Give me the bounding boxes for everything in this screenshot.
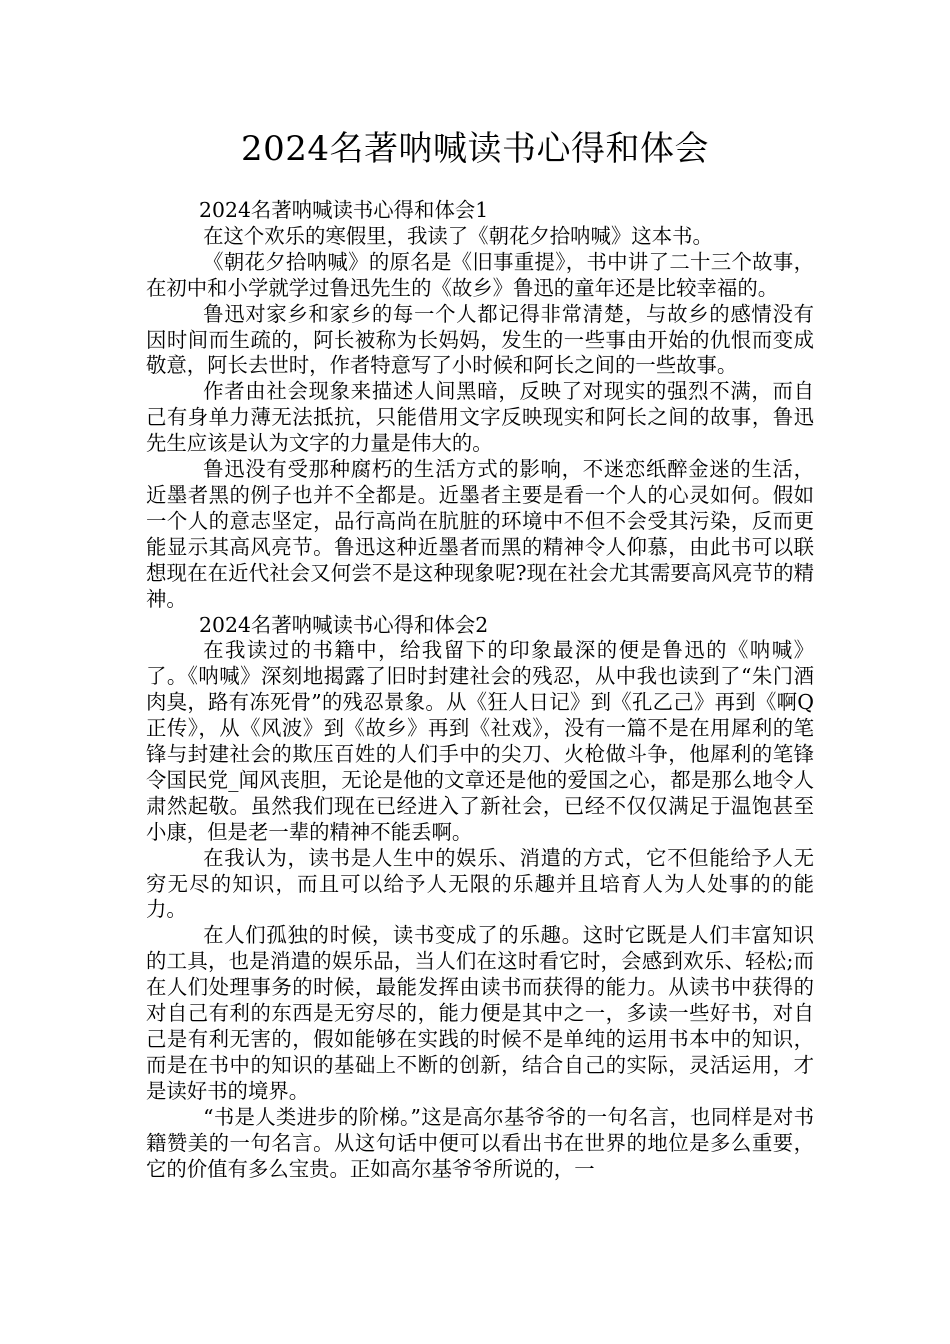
- section-heading-1: 2024名著呐喊读书心得和体会1: [199, 198, 489, 222]
- paragraph: 在我读过的书籍中，给我留下的印象最深的便是鲁迅的《呐喊》了。《呐喊》深刻地揭露了旧时封建社会的残忍，从中我也读到了“朱门酒肉臭，路有冻死骨”的残忍景象。从《狂人日记》到《孔乙己》再到《啊Q正传》，从《风波》到《故乡》再到《社戏》，没有一篇不是在用犀利的笔锋与封建社会的欺压百姓的人们手中的尖刀、火枪做斗争，他犀利的笔锋令国民党_闻风丧胆，无论是他的文章还是他的爱国之心，都是那么地令人肃然起敬。虽然我们现在已经进入了新社会，已经不仅仅满足于温饱甚至小康，但是老一辈的精神不能丢啊。: [146, 638, 814, 844]
- paragraph: 在这个欢乐的寒假里，我读了《朝花夕拾呐喊》这本书。: [203, 223, 713, 248]
- paragraph: 《朝花夕拾呐喊》的原名是《旧事重提》，书中讲了二十三个故事，在初中和小学就学过鲁迅先生的《故乡》鲁迅的童年还是比较幸福的。: [146, 249, 814, 300]
- paragraph: 在我认为，读书是人生中的娱乐、消遣的方式，它不但能给予人无穷无尽的知识，而且可以给予人无限的乐趣并且培育人为人处事的的能力。: [146, 845, 814, 922]
- paragraph: “书是人类进步的阶梯。”这是高尔基爷爷的一句名言，也同样是对书籍赞美的一句名言。从这句话中便可以看出书在世界的地位是多么重要，它的价值有多么宝贵。正如高尔基爷爷所说的，一: [146, 1104, 814, 1181]
- document-body: [146, 198, 814, 1182]
- paragraph: 在人们孤独的时候，读书变成了的乐趣。这时它既是人们丰富知识的工具，也是消遣的娱乐品，当人们在这时看它时，会感到欢乐、轻松;而在人们处理事务的时候，最能发挥由读书而获得的能力。从读书中获得的对自己有利的东西是无穷尽的，能力便是其中之一，多读一些好书，对自己是有利无害的，假如能够在实践的时候不是单纯的运用书本中的知识，而是在书中的知识的基础上不断的创新，结合自己的实际，灵活运用，才是读好书的境界。: [146, 923, 814, 1103]
- document-title: 2024名著呐喊读书心得和体会: [240, 129, 710, 169]
- paragraph: 鲁迅没有受那种腐朽的生活方式的影响，不迷恋纸醉金迷的生活，近墨者黑的例子也并不全都是。近墨者主要是看一个人的心灵如何。假如一个人的意志坚定，品行高尚在肮脏的环境中不但不会受其污染，反而更能显示其高风亮节。鲁迅这种近墨者而黑的精神令人仰慕，由此书可以联想现在在近代社会又何尝不是这种现象呢?现在社会尤其需要高风亮节的精神。: [146, 457, 814, 611]
- section-heading-2: 2024名著呐喊读书心得和体会2: [199, 612, 489, 637]
- paragraph: 鲁迅对家乡和家乡的每一个人都记得非常清楚，与故乡的感情没有因时间而生疏的，阿长被称为长妈妈，发生的一些事由开始的仇恨而变成敬意，阿长去世时，作者特意写了小时候和阿长之间的一些故事。: [146, 301, 814, 378]
- paragraph: 作者由社会现象来描述人间黑暗，反映了对现实的强烈不满，而自己有身单力薄无法抵抗，只能借用文字反映现实和阿长之间的故事，鲁迅先生应该是认为文字的力量是伟大的。: [146, 379, 814, 456]
